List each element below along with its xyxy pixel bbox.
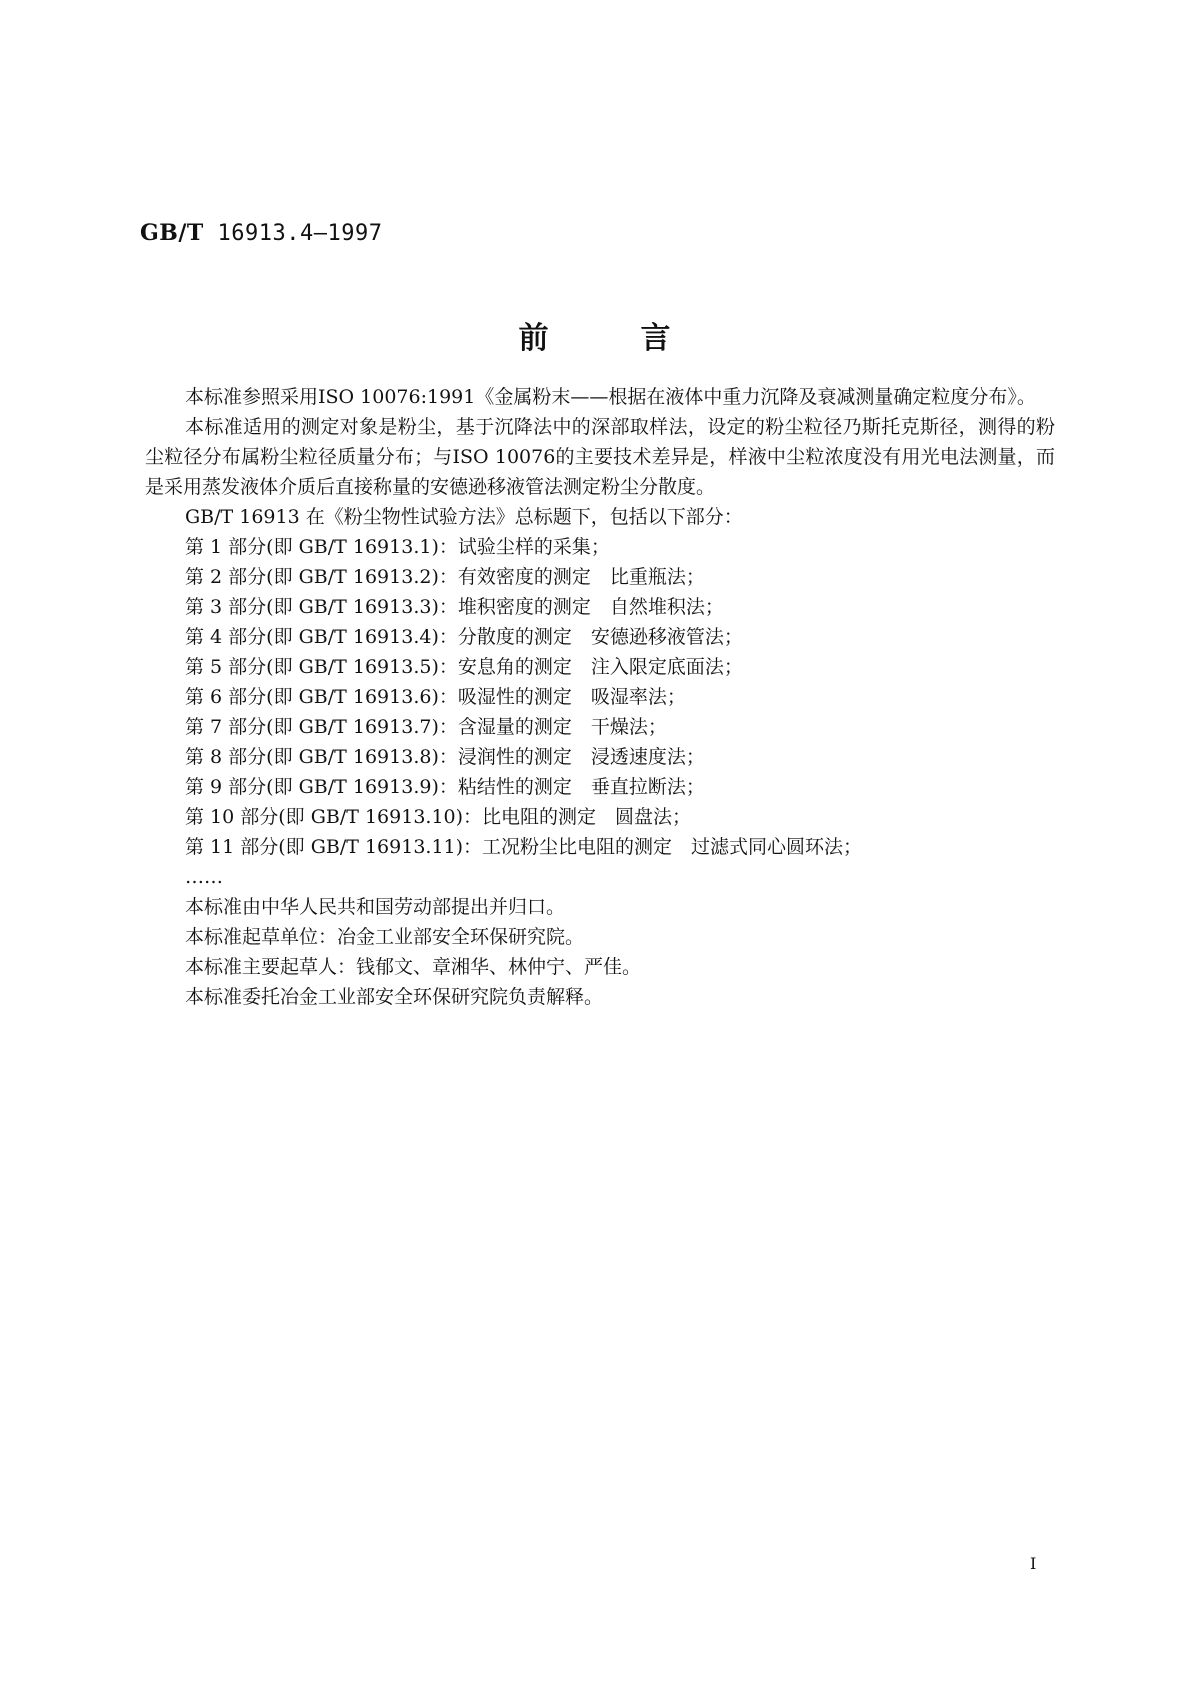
part-item: 第 8 部分(即 GB/T 16913.8)：浸润性的测定 浸透速度法；	[185, 746, 705, 768]
foreword-body	[145, 382, 1055, 1012]
title-char-2: 言	[640, 321, 673, 356]
standard-prefix: GB/T	[140, 220, 204, 246]
part-item: 第 1 部分(即 GB/T 16913.1)：试验尘样的采集；	[185, 536, 610, 558]
part-item: 第 6 部分(即 GB/T 16913.6)：吸湿性的测定 吸湿率法；	[185, 686, 686, 708]
part-item: 第 9 部分(即 GB/T 16913.9)：粘结性的测定 垂直拉断法；	[185, 776, 705, 798]
part-item: 第 10 部分(即 GB/T 16913.10)：比电阻的测定 圆盘法；	[185, 806, 692, 828]
paragraph-scope: 本标准适用的测定对象是粉尘，基于沉降法中的深部取样法，设定的粉尘粒径乃斯托克斯径，测得的粉尘粒径分布属粉尘粒径质量分布；与ISO 10076的主要技术差异是，样液中尘粒浓度没有用光电法测量，而是采用蒸发液体介质后直接称量的安德逊移液管法测定粉尘分散度。	[145, 416, 1055, 498]
standard-code	[140, 220, 383, 246]
part-item: 第 4 部分(即 GB/T 16913.4)：分散度的测定 安德逊移液管法；	[185, 626, 743, 648]
title-char-1: 前	[518, 321, 551, 356]
closing-line: 本标准由中华人民共和国劳动部提出并归口。	[185, 896, 566, 918]
page-number: I	[1030, 1554, 1037, 1573]
part-item: 第 5 部分(即 GB/T 16913.5)：安息角的测定 注入限定底面法；	[185, 656, 743, 678]
closing-line: 本标准委托冶金工业部安全环保研究院负责解释。	[185, 986, 604, 1008]
part-item: 第 7 部分(即 GB/T 16913.7)：含湿量的测定 干燥法；	[185, 716, 667, 738]
closing-line: 本标准起草单位：冶金工业部安全环保研究院。	[185, 926, 585, 948]
part-item: 第 3 部分(即 GB/T 16913.3)：堆积密度的测定 自然堆积法；	[185, 596, 724, 618]
closing-line: 本标准主要起草人：钱郁文、章湘华、林仲宁、严佳。	[185, 956, 642, 978]
paragraph-reference: 本标准参照采用ISO 10076:1991《金属粉末——根据在液体中重力沉降及衰减测量确定粒度分布》。	[185, 386, 1036, 408]
series-intro: GB/T 16913 在《粉尘物性试验方法》总标题下，包括以下部分：	[185, 506, 743, 528]
standard-number: 16913.4—1997	[217, 221, 383, 246]
page-title	[0, 313, 1191, 357]
part-item: 第 11 部分(即 GB/T 16913.11)：工况粉尘比电阻的测定 过滤式同心圆环法；	[185, 836, 863, 858]
part-item: 第 2 部分(即 GB/T 16913.2)：有效密度的测定 比重瓶法；	[185, 566, 705, 588]
ellipsis: ……	[185, 866, 223, 888]
